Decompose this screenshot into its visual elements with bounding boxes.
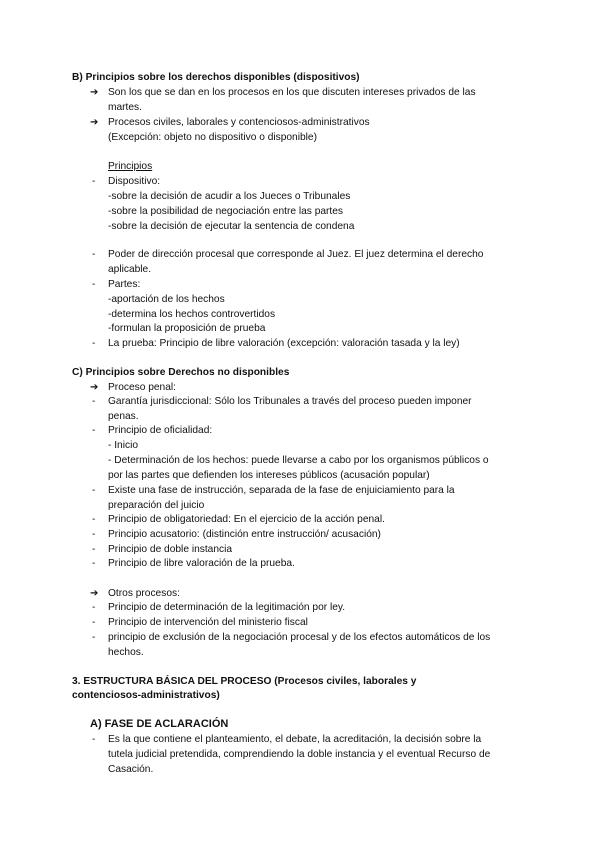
dash-bullet: - bbox=[92, 632, 96, 643]
dash-bullet: - bbox=[92, 425, 96, 436]
text-line: Principio de intervención del ministerio fiscal bbox=[108, 617, 308, 628]
text-line: - Determinación de los hechos: puede llevarse a cabo por los organismos públicos o bbox=[108, 455, 489, 466]
text-line: principio de exclusión de la negociación procesal y de los efectos automáticos de los bbox=[108, 632, 491, 643]
section-b-heading: B) Principios sobre los derechos disponibles (dispositivos) bbox=[72, 72, 360, 83]
fase-aclaracion-heading: A) FASE DE ACLARACIÓN bbox=[90, 718, 229, 730]
text-line: Principio de libre valoración de la prueba. bbox=[108, 558, 295, 569]
text-line: hechos. bbox=[108, 647, 144, 658]
dash-bullet: - bbox=[92, 249, 96, 260]
text-line: (Excepción: objeto no dispositivo o disponible) bbox=[108, 132, 317, 143]
text-line: Principio de oficialidad: bbox=[108, 425, 213, 436]
dash-bullet: - bbox=[92, 602, 96, 613]
section-c-heading: C) Principios sobre Derechos no disponibles bbox=[72, 367, 290, 378]
dash-bullet: - bbox=[92, 544, 96, 555]
text-line: Principio acusatorio: (distinción entre instrucción/ acusación) bbox=[108, 529, 381, 540]
text-line: -aportación de los hechos bbox=[108, 294, 225, 305]
text-line: Garantía jurisdiccional: Sólo los Tribunales a través del proceso pueden imponer bbox=[108, 396, 472, 407]
text-line: Poder de dirección procesal que corresponde al Juez. El juez determina el derecho bbox=[108, 249, 484, 260]
text-line: La prueba: Principio de libre valoración (excepción: valoración tasada y la ley) bbox=[108, 338, 460, 349]
text-line: por las partes que defienden los intereses públicos (acusación popular) bbox=[108, 470, 430, 481]
text-line: -formulan la proposición de prueba bbox=[108, 323, 266, 334]
arrow-bullet: ➔ bbox=[90, 117, 99, 128]
text-line: Son los que se dan en los procesos en los que discuten intereses privados de las bbox=[108, 87, 476, 98]
dash-bullet: - bbox=[92, 485, 96, 496]
text-line: Partes: bbox=[108, 279, 141, 290]
text-line: Principio de determinación de la legitimación por ley. bbox=[108, 602, 346, 613]
text-line: martes. bbox=[108, 102, 142, 113]
dash-bullet: - bbox=[92, 529, 96, 540]
text-line: tutela judicial pretendida, comprendiendo la doble instancia y el eventual Recurso de bbox=[108, 749, 491, 760]
text-line: - Inicio bbox=[108, 440, 139, 451]
principios-subheading: Principios bbox=[108, 161, 153, 172]
text-line: -sobre la posibilidad de negociación entre las partes bbox=[108, 206, 344, 217]
dash-bullet: - bbox=[92, 279, 96, 290]
text-line: penas. bbox=[108, 411, 139, 422]
text-line: -determina los hechos controvertidos bbox=[108, 309, 276, 320]
text-line: preparación del juicio bbox=[108, 500, 205, 511]
text-line: -sobre la decisión de ejecutar la sentencia de condena bbox=[108, 221, 355, 232]
dash-bullet: - bbox=[92, 338, 96, 349]
text-line: aplicable. bbox=[108, 264, 152, 275]
section-3-heading-cont: contenciosos-administrativos) bbox=[72, 690, 220, 701]
text-line: Principio de doble instancia bbox=[108, 544, 233, 555]
dash-bullet: - bbox=[92, 558, 96, 569]
section-3-heading: 3. ESTRUCTURA BÁSICA DEL PROCESO (Procesos civiles, laborales y bbox=[72, 676, 417, 687]
dash-bullet: - bbox=[92, 514, 96, 525]
text-line: Dispositivo: bbox=[108, 176, 161, 187]
text-line: Principio de obligatoriedad: En el ejercicio de la acción penal. bbox=[108, 514, 385, 525]
arrow-bullet: ➔ bbox=[90, 382, 99, 393]
text-line: Es la que contiene el planteamiento, el debate, la acreditación, la decisión sobre la bbox=[108, 734, 482, 745]
text-line: Procesos civiles, laborales y contenciosos-administrativos bbox=[108, 117, 370, 128]
text-line: Casación. bbox=[108, 764, 154, 775]
dash-bullet: - bbox=[92, 176, 96, 187]
text-line: Existe una fase de instrucción, separada de la fase de enjuiciamiento para la bbox=[108, 485, 455, 496]
arrow-bullet: ➔ bbox=[90, 588, 99, 599]
text-line: Otros procesos: bbox=[108, 588, 180, 599]
text-line: -sobre la decisión de acudir a los Jueces o Tribunales bbox=[108, 191, 351, 202]
text-line: Proceso penal: bbox=[108, 382, 176, 393]
dash-bullet: - bbox=[92, 617, 96, 628]
dash-bullet: - bbox=[92, 396, 96, 407]
dash-bullet: - bbox=[92, 734, 96, 745]
arrow-bullet: ➔ bbox=[90, 87, 99, 98]
